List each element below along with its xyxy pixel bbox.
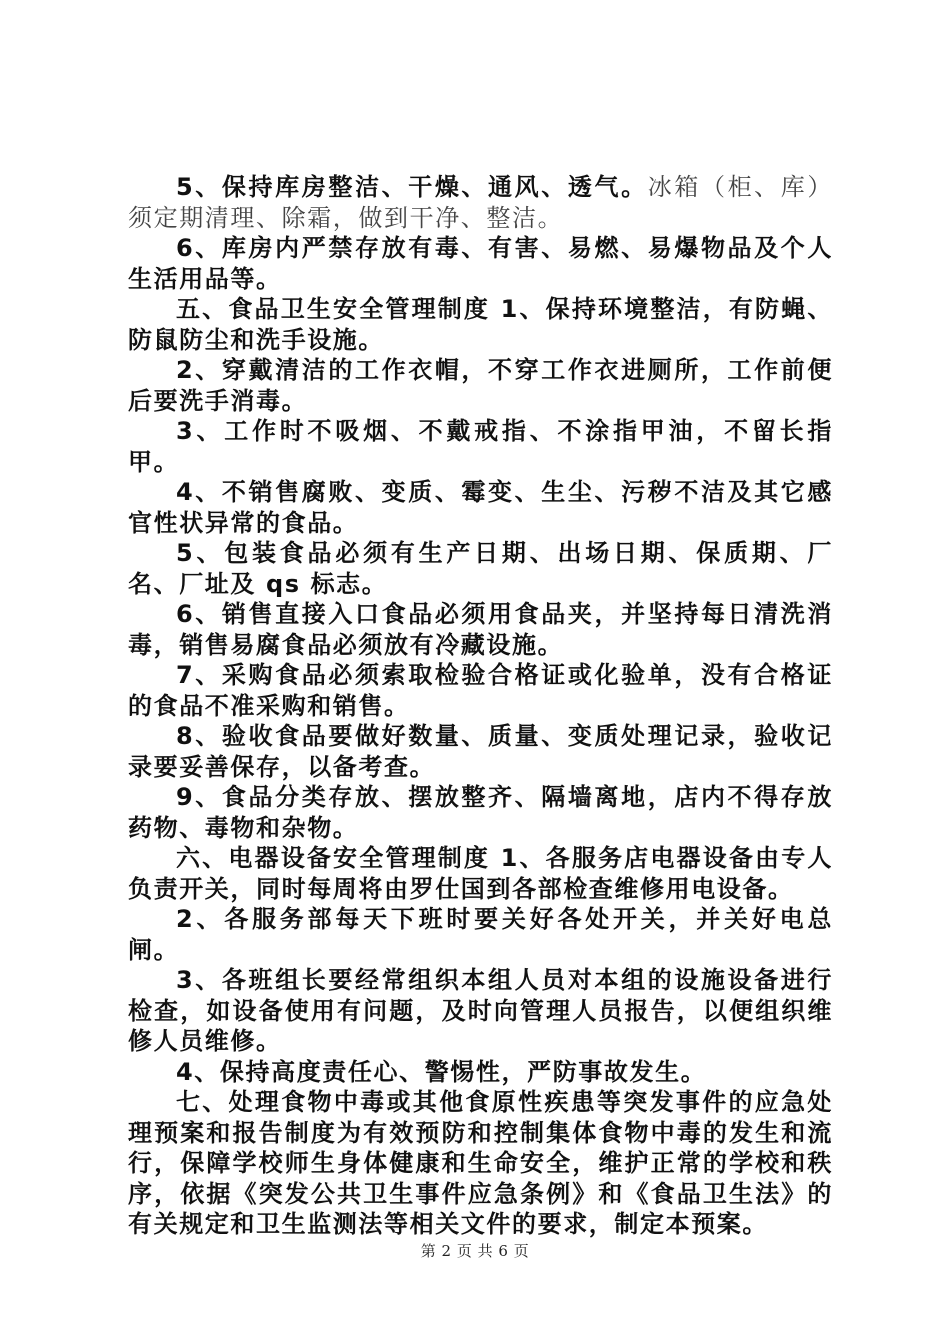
section-heading-paragraph: 六、电器设备安全管理制度 1、各服务店电器设备由专人负责开关，同时每周将由罗仕国到各部检查维修用电设备。 [128, 844, 833, 903]
paragraph-text: 5、保持库房整洁、干燥、通风、透气。 [176, 173, 648, 201]
paragraph: 8、验收食品要做好数量、质量、变质处理记录，验收记录要妥善保存，以备考查。 [128, 722, 833, 781]
paragraph: 5、包装食品必须有生产日期、出场日期、保质期、厂名、厂址及 qs 标志。 [128, 539, 833, 598]
paragraph: 4、不销售腐败、变质、霉变、生尘、污秽不洁及其它感官性状异常的食品。 [128, 478, 833, 537]
page-footer: 第 2 页 共 6 页 [420, 1242, 530, 1260]
section-heading-paragraph: 五、食品卫生安全管理制度 1、保持环境整洁，有防蝇、防鼠防尘和洗手设施。 [128, 295, 833, 354]
paragraph [128, 172, 833, 233]
paragraph-text-continued: 冰箱（柜、库）须定期清理、除霜，做到干净、整洁。 [128, 173, 834, 232]
paragraph: 6、销售直接入口食品必须用食品夹，并坚持每日清洗消毒，销售易腐食品必须放有冷藏设施。 [128, 600, 833, 659]
paragraph: 3、工作时不吸烟、不戴戒指、不涂指甲油，不留长指甲。 [128, 417, 833, 476]
paragraph: 2、各服务部每天下班时要关好各处开关，并关好电总闸。 [128, 905, 833, 964]
section-heading-paragraph: 七、处理食物中毒或其他食原性疾患等突发事件的应急处理预案和报告制度为有效预防和控制集体食物中毒的发生和流行，保障学校师生身体健康和生命安全，维护正常的学校和秩序，依据《突发公共卫生事件应急条例》和《食品卫生法》的有关规定和卫生监测法等相关文件的要求，制定本预案。 [128, 1088, 833, 1238]
paragraph: 7、采购食品必须索取检验合格证或化验单，没有合格证的食品不准采购和销售。 [128, 661, 833, 720]
paragraph: 4、保持高度责任心、警惕性，严防事故发生。 [176, 1057, 707, 1086]
paragraph: 3、各班组长要经常组织本组人员对本组的设施设备进行检查，如设备使用有问题，及时向管理人员报告，以便组织维修人员维修。 [128, 966, 833, 1055]
paragraph: 6、库房内严禁存放有毒、有害、易燃、易爆物品及个人生活用品等。 [128, 234, 833, 293]
paragraph: 9、食品分类存放、摆放整齐、隔墙离地，店内不得存放药物、毒物和杂物。 [128, 783, 833, 842]
document-body [128, 172, 833, 1240]
paragraph: 2、穿戴清洁的工作衣帽，不穿工作衣进厕所，工作前便后要洗手消毒。 [128, 356, 833, 415]
